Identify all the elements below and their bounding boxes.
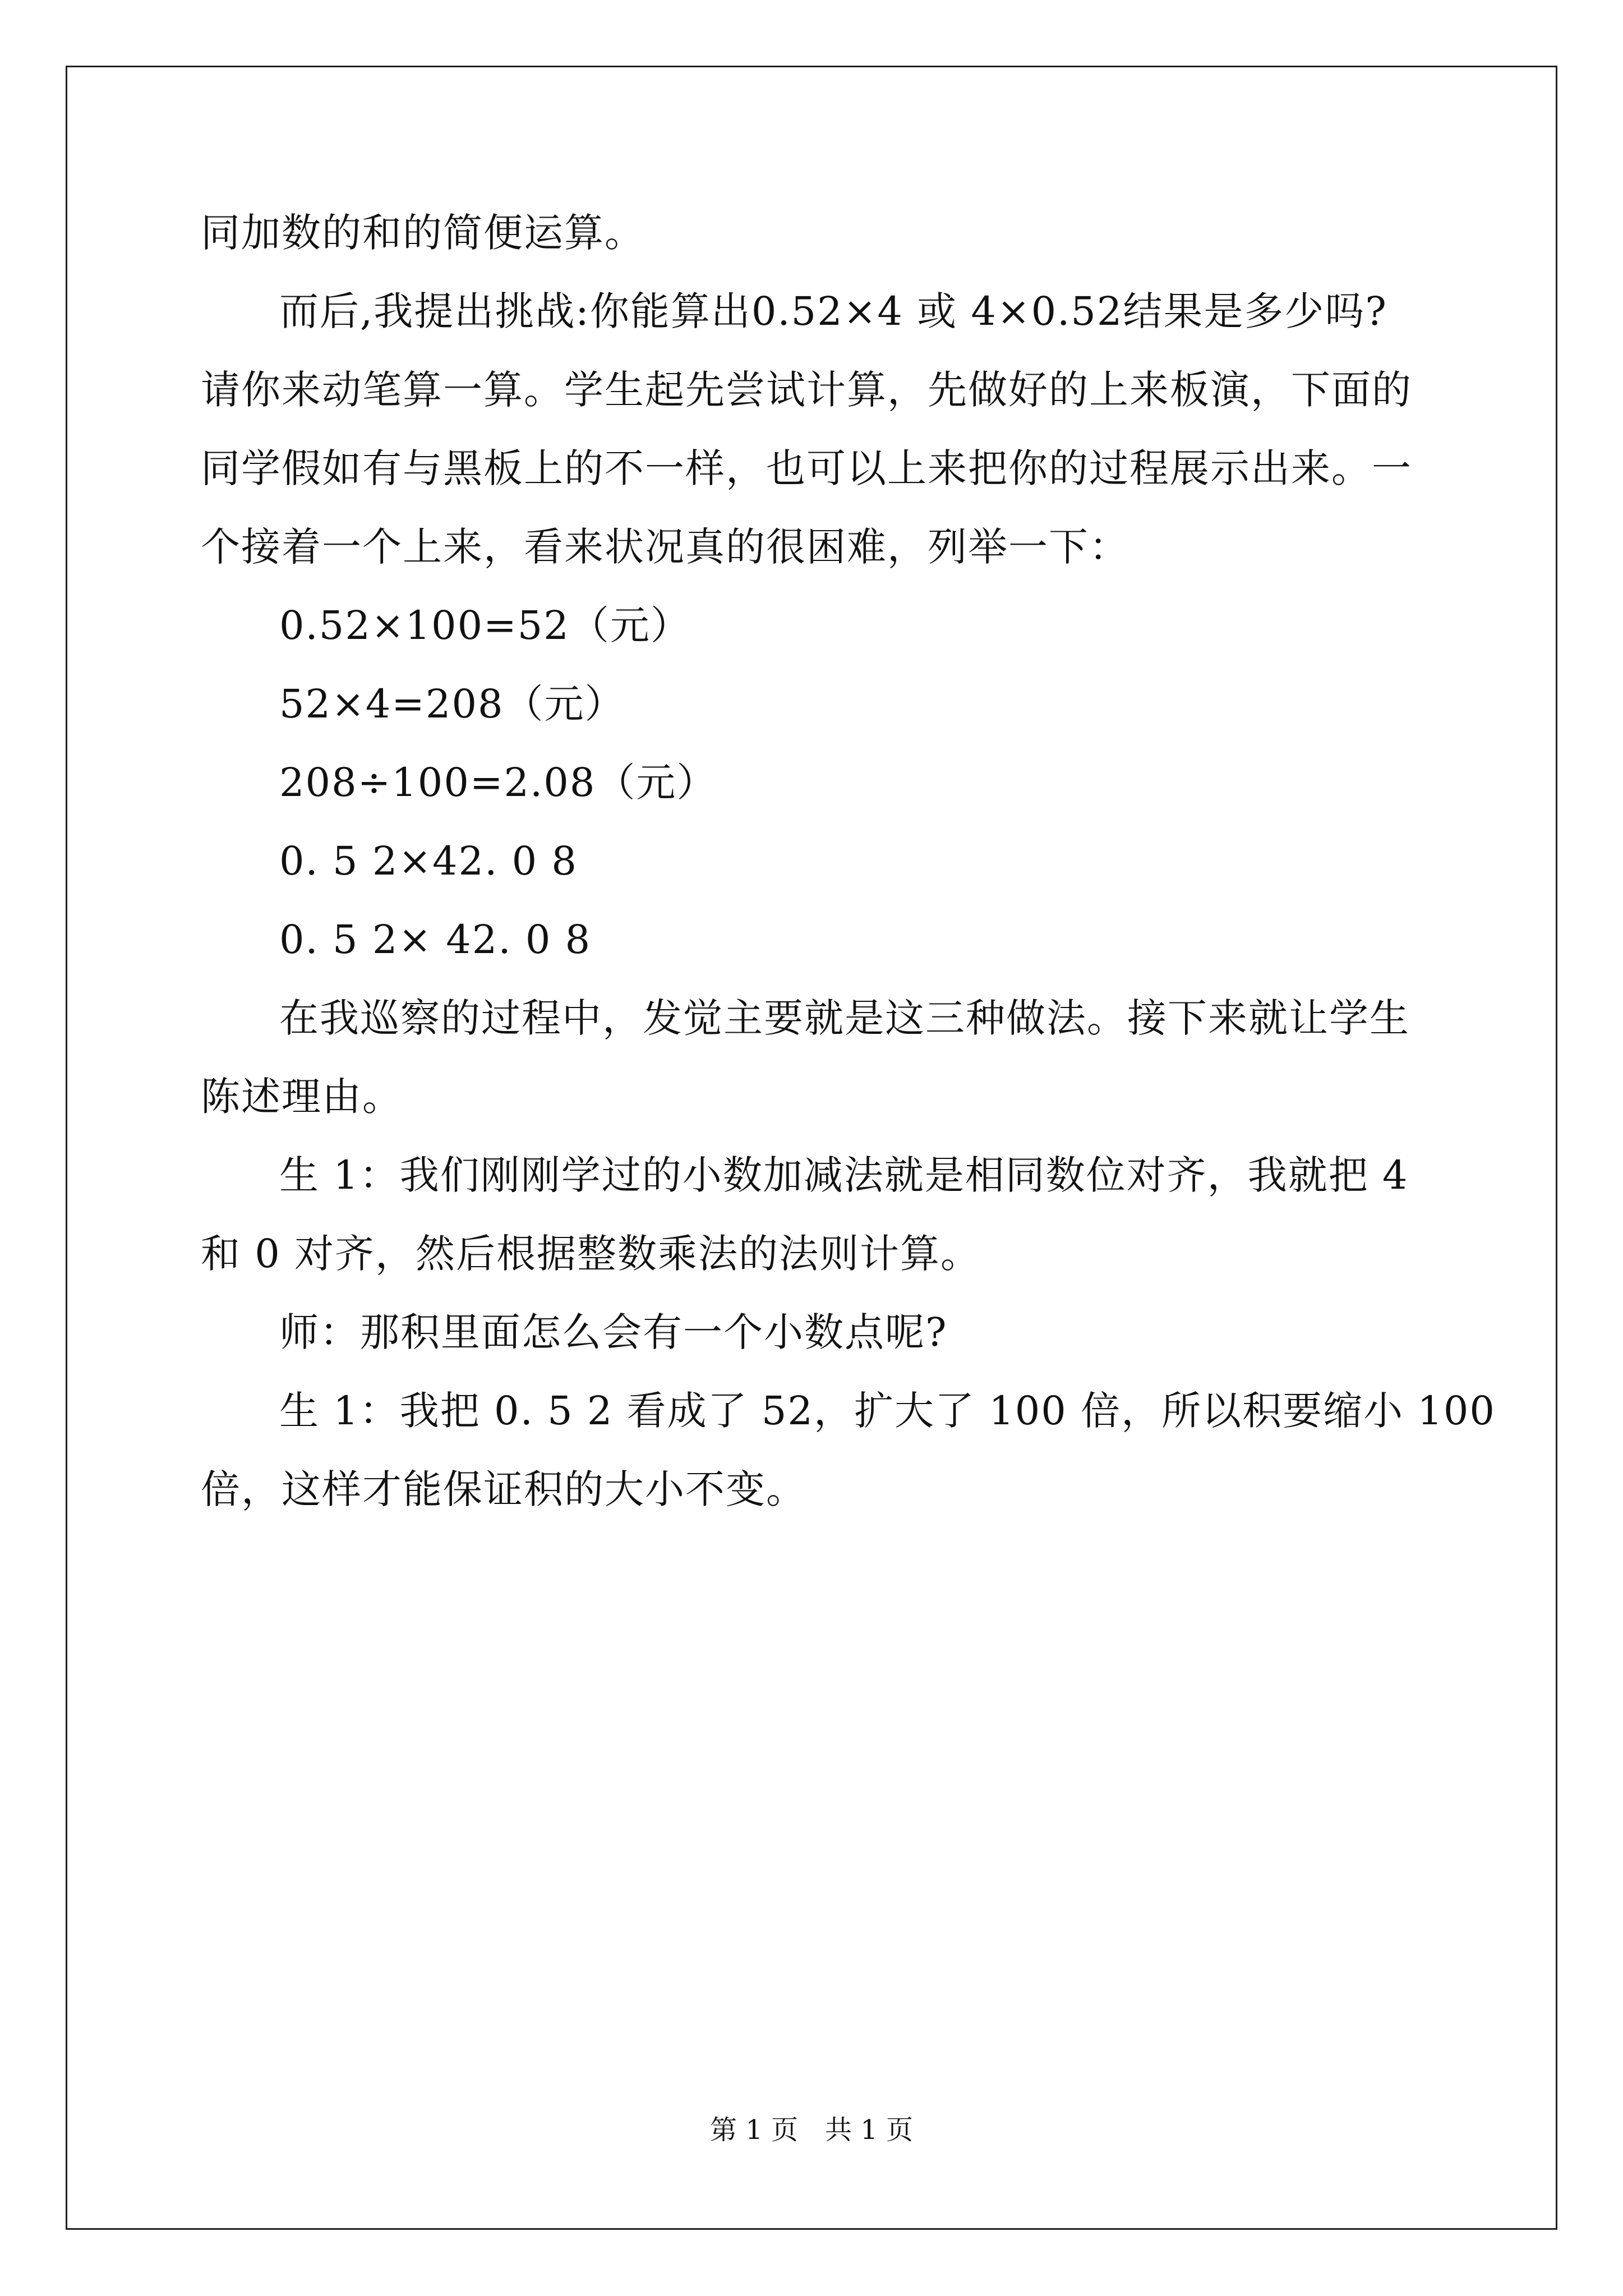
text-line-12: 倍，这样才能保证积的大小不变。: [201, 1466, 806, 1512]
text-line-2: 而后,我提出挑战:你能算出0.52×4 或 4×0.52结果是多少吗?: [279, 288, 1387, 334]
equation-line-3: 208÷100=2.08（元）: [279, 760, 717, 806]
text-line-10: 师：那积里面怎么会有一个小数点呢?: [279, 1309, 948, 1355]
equation-line-5: 0. 5 2× 42. 0 8: [279, 917, 592, 963]
text-line-9: 和 0 对齐，然后根据整数乘法的法则计算。: [201, 1231, 981, 1277]
text-line-3: 请你来动笔算一算。学生起先尝试计算，先做好的上来板演，下面的: [201, 367, 1412, 413]
text-line-8: 生 1：我们刚刚学过的小数加减法就是相同数位对齐，我就把 4: [279, 1152, 1409, 1198]
text-line-7: 陈述理由。: [201, 1074, 403, 1120]
text-line-11: 生 1：我把 0. 5 2 看成了 52，扩大了 100 倍，所以积要缩小 100: [279, 1388, 1496, 1434]
text-line-1: 同加数的和的简便运算。: [201, 210, 645, 256]
equation-line-4: 0. 5 2×42. 0 8: [279, 838, 578, 884]
page-number-footer: 第 1 页 共 1 页: [709, 2114, 914, 2146]
equation-line-1: 0.52×100=52（元）: [279, 602, 691, 648]
text-line-4: 同学假如有与黑板上的不一样，也可以上来把你的过程展示出来。一: [201, 445, 1412, 491]
text-line-6: 在我巡察的过程中，发觉主要就是这三种做法。接下来就让学生: [279, 995, 1410, 1041]
text-line-5: 个接着一个上来，看来状况真的很困难，列举一下：: [201, 524, 1129, 570]
equation-line-2: 52×4=208（元）: [279, 681, 625, 727]
